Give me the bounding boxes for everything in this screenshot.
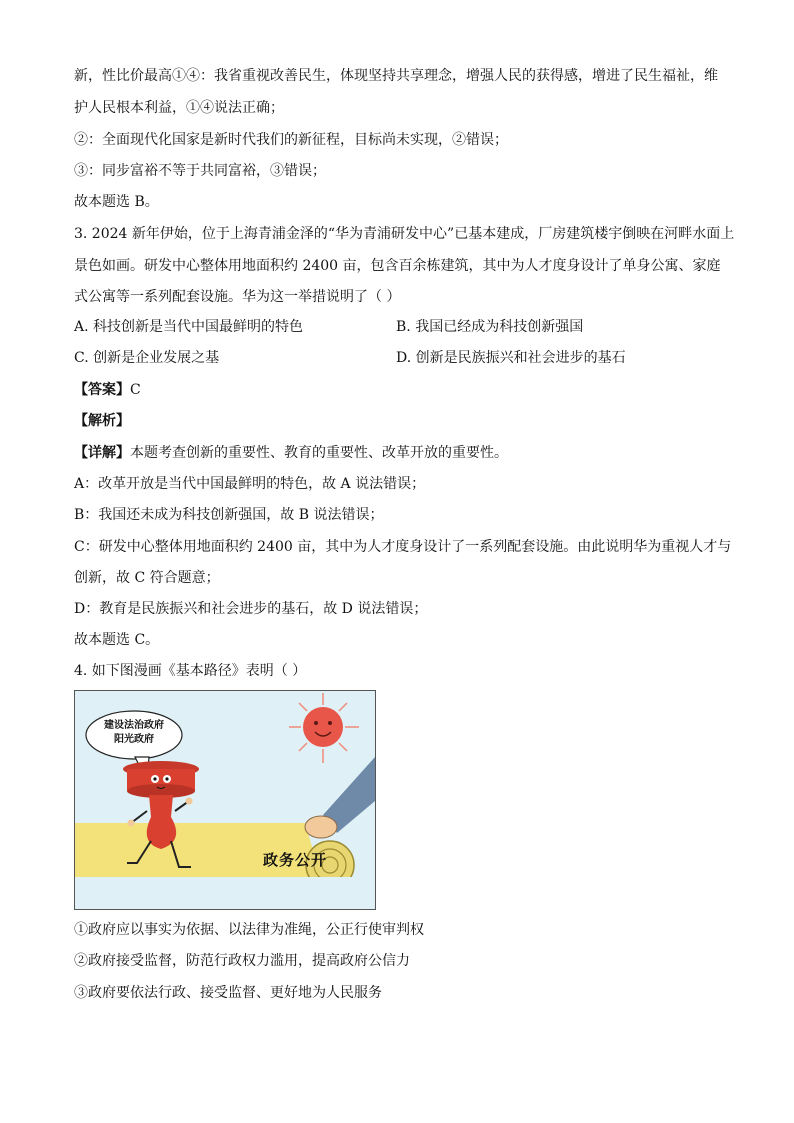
detail-line <box>74 443 508 463</box>
analysis-c-cont: 创新，故 C 符合题意； <box>74 570 220 586</box>
question-4-stem: 4. 如下图漫画《基本路径》表明（ ） <box>74 663 307 679</box>
statement-3: ③政府要依法行政、接受监督、更好地为人民服务 <box>74 985 382 1001</box>
statement-1: ①政府应以事实为依据、以法律为准绳，公正行使审判权 <box>74 922 424 938</box>
analysis-label: 【解析】 <box>74 413 130 429</box>
text-line: 新，性比价最高①④：我省重视改善民生，体现坚持共享理念，增强人民的获得感，增进了民生福祉，维 <box>74 68 718 84</box>
answer-tag: 【答案】 <box>74 382 130 398</box>
detail-text: 本题考查创新的重要性、教育的重要性、改革开放的重要性。 <box>130 445 508 461</box>
statement-2: ②政府接受监督，防范行政权力滥用，提高政府公信力 <box>74 953 410 969</box>
conclusion-line: 故本题选 C。 <box>74 632 160 648</box>
cartoon-image <box>74 690 376 910</box>
analysis-d: D：教育是民族振兴和社会进步的基石，故 D 说法错误； <box>74 601 428 617</box>
option-c: C. 创新是企业发展之基 <box>74 350 220 366</box>
question-3-stem: 3. 2024 新年伊始，位于上海青浦金泽的“华为青浦研发中心”已基本建成，厂房建筑楼宇倒映在河畔水面上 <box>74 226 735 242</box>
option-a: A. 科技创新是当代中国最鲜明的特色 <box>74 319 304 335</box>
question-3-stem: 式公寓等一系列配套设施。华为这一举措说明了（ ） <box>74 289 401 305</box>
question-3-stem: 景色如画。研发中心整体用地面积约 2400 亩，包含百余栋建筑，其中为人才度身设计了单身公寓、家庭 <box>74 258 721 274</box>
analysis-c: C：研发中心整体用地面积约 2400 亩，其中为人才度身设计了一系列配套设施。由此说明华为重视人才与 <box>74 539 732 555</box>
answer-line <box>74 380 141 400</box>
text-line: ②：全面现代化国家是新时代我们的新征程，目标尚未实现，②错误； <box>74 132 508 148</box>
bubble-line-1: 建设法治政府 <box>104 720 164 731</box>
option-b: B. 我国已经成为科技创新强国 <box>396 319 584 335</box>
detail-tag: 【详解】 <box>74 445 130 461</box>
bubble-line-2: 阳光政府 <box>114 734 154 745</box>
option-d: D. 创新是民族振兴和社会进步的基石 <box>396 350 626 366</box>
text-line: 护人民根本利益，①④说法正确； <box>74 100 284 116</box>
hand <box>305 816 337 838</box>
speech-bubble-text <box>91 719 177 747</box>
sun <box>303 707 343 747</box>
banner-text: 政务公开 <box>263 851 328 869</box>
analysis-b: B：我国还未成为科技创新强国，故 B 说法错误； <box>74 507 384 523</box>
answer-value: C <box>130 382 141 398</box>
text-line: 故本题选 B。 <box>74 194 159 210</box>
text-line: ③：同步富裕不等于共同富裕，③错误； <box>74 163 326 179</box>
analysis-tag <box>74 411 130 431</box>
analysis-a: A：改革开放是当代中国最鲜明的特色，故 A 说法错误； <box>74 476 426 492</box>
